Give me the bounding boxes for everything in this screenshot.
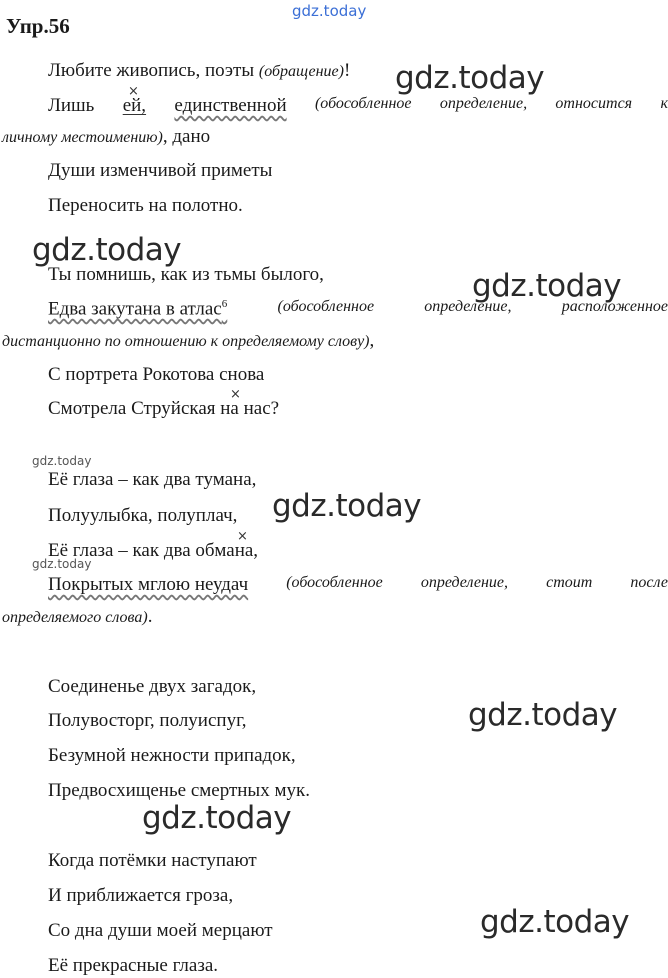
line-6-continuation bbox=[2, 330, 374, 352]
line-2-note-w4: к bbox=[660, 95, 668, 112]
line-2-note-w3: относится bbox=[555, 95, 633, 112]
poem-line-1 bbox=[48, 60, 350, 82]
watermark-small-2: gdz.today bbox=[32, 557, 92, 571]
watermark-5: gdz.today bbox=[468, 697, 618, 733]
watermark-small-1: gdz.today bbox=[32, 454, 92, 468]
line-12-cont-text: . bbox=[147, 606, 153, 627]
line-6-cont-text: , bbox=[369, 330, 375, 351]
line-12-continuation bbox=[2, 606, 152, 628]
watermark-4: gdz.today bbox=[272, 488, 422, 524]
poem-line-3: Души изменчивой приметы bbox=[48, 160, 273, 181]
watermark-7: gdz.today bbox=[480, 904, 630, 940]
poem-line-2 bbox=[48, 95, 668, 117]
line-6-note-w3: расположенное bbox=[561, 298, 668, 315]
cross-mark-3: × bbox=[237, 529, 248, 544]
line-1-end: ! bbox=[343, 60, 351, 81]
exercise-title: Упр.56 bbox=[6, 14, 70, 38]
poem-line-19: Со дна души моей мерцают bbox=[48, 920, 273, 941]
line-2-word-2: единственной bbox=[174, 95, 287, 116]
line-6-cont-note: дистанционно по отношению к определяемому слову) bbox=[2, 333, 370, 350]
watermark-2: gdz.today bbox=[32, 232, 182, 268]
poem-line-12 bbox=[48, 574, 668, 596]
watermark-3: gdz.today bbox=[472, 268, 622, 304]
line-12-note-w4: после bbox=[630, 574, 668, 591]
poem-line-9: Её глаза – как два тумана, bbox=[48, 469, 257, 490]
poem-line-13: Соединенье двух загадок, bbox=[48, 676, 257, 697]
line-6-text bbox=[48, 298, 227, 320]
line-12-note-w1: (обособленное bbox=[286, 574, 383, 591]
line-2-start: Лишь bbox=[48, 95, 95, 116]
line-2-note-w1: (обособленное bbox=[314, 95, 412, 112]
poem-line-11: Её глаза – как два обмана, bbox=[48, 540, 259, 561]
line-6-note-w1: (обособленное bbox=[277, 298, 375, 315]
line-2-cont-note: личному местоимению) bbox=[2, 129, 163, 146]
watermark-1: gdz.today bbox=[395, 60, 545, 96]
line-6-phrase: Едва закутана в атлас bbox=[48, 298, 222, 320]
site-tag[interactable]: gdz.today bbox=[292, 2, 367, 20]
watermark-6: gdz.today bbox=[142, 800, 292, 836]
line-12-note-w2: определение, bbox=[420, 574, 509, 591]
line-2-continuation bbox=[2, 126, 210, 148]
poem-line-4: Переносить на полотно. bbox=[48, 195, 243, 216]
poem-line-18: И приближается гроза, bbox=[48, 885, 234, 906]
poem-line-10: Полуулыбка, полуплач, bbox=[48, 505, 238, 526]
line-1-note: (обращение) bbox=[258, 63, 344, 80]
line-12-note-w3: стоит bbox=[546, 574, 593, 591]
poem-line-5: Ты помнишь, как из тьмы былого, bbox=[48, 264, 324, 285]
cross-mark: × bbox=[128, 84, 139, 99]
poem-line-20: Её прекрасные глаза. bbox=[48, 955, 219, 976]
line-1-text: Любите живопись, поэты bbox=[48, 60, 255, 81]
poem-line-8: Смотрела Струйская на нас? bbox=[48, 398, 280, 419]
poem-line-15: Безумной нежности припадок, bbox=[48, 745, 296, 766]
line-2-cont-text: , дано bbox=[162, 126, 211, 147]
footnote-mark: 6 bbox=[221, 298, 228, 310]
poem-line-17: Когда потёмки наступают bbox=[48, 850, 257, 871]
poem-line-7: С портрета Рокотова снова bbox=[48, 364, 265, 385]
line-2-note-w2: определение, bbox=[439, 95, 528, 112]
line-2-word-1: ей, bbox=[122, 95, 147, 116]
line-12-cont-note: определяемого слова) bbox=[2, 609, 148, 626]
cross-mark-2: × bbox=[230, 387, 241, 402]
poem-line-14: Полувосторг, полуиспуг, bbox=[48, 710, 247, 731]
poem-line-16: Предвосхищенье смертных мук. bbox=[48, 780, 310, 801]
line-6-note-w2: определение, bbox=[424, 298, 512, 315]
line-12-text: Покрытых мглою неудач bbox=[48, 574, 249, 595]
